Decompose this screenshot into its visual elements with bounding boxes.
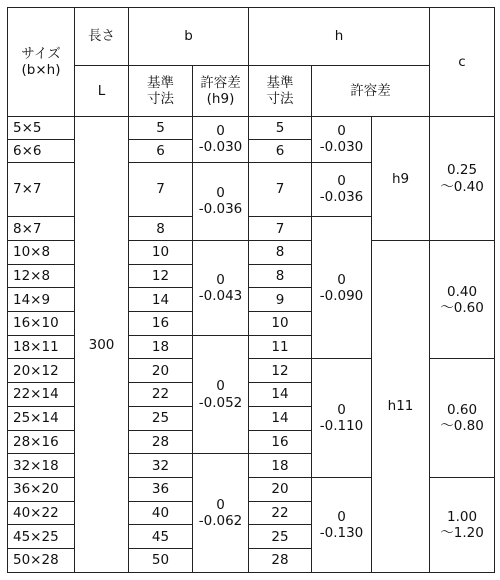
size-cell: 20×12 [8,359,75,383]
h-nominal-cell: 16 [249,430,312,454]
b-nominal-cell: 36 [129,478,193,502]
b-nominal-cell: 12 [129,264,193,288]
b-nominal-cell: 8 [129,217,193,241]
size-cell: 36×20 [8,478,75,502]
header-h-tolerance: 許容差 [312,65,430,117]
b-tolerance-cell: 0 -0.043 [193,240,249,335]
h-nominal-cell: 7 [249,162,312,217]
c-range-cell: 0.60 ～0.80 [430,359,495,478]
header-length: 長さ [75,8,129,66]
size-cell: 10×8 [8,240,75,264]
h-tolerance-cell: 0 -0.090 [312,217,372,359]
h-tolerance-cell: 0 -0.036 [312,162,372,217]
b-nominal-cell: 10 [129,240,193,264]
b-nominal-cell: 6 [129,139,193,162]
b-tolerance-cell: 0 -0.052 [193,335,249,454]
h-nominal-cell: 28 [249,549,312,573]
b-nominal-cell: 18 [129,335,193,359]
size-cell: 45×25 [8,525,75,549]
h-nominal-cell: 5 [249,117,312,140]
size-cell: 50×28 [8,549,75,573]
size-cell: 32×18 [8,454,75,478]
size-cell: 40×22 [8,501,75,525]
size-cell: 6×6 [8,139,75,162]
h-nominal-cell: 9 [249,288,312,312]
h-nominal-cell: 20 [249,478,312,502]
b-nominal-cell: 32 [129,454,193,478]
header-row-1 [8,8,495,66]
length-value: 300 [75,117,129,573]
b-tolerance-cell: 0 -0.062 [193,454,249,573]
header-b-nominal: 基準 寸法 [129,65,193,117]
b-nominal-cell: 28 [129,430,193,454]
h-nominal-cell: 14 [249,383,312,407]
h-nominal-cell: 8 [249,240,312,264]
b-nominal-cell: 14 [129,288,193,312]
header-h: h [249,8,430,66]
b-nominal-cell: 16 [129,312,193,336]
size-cell: 18×11 [8,335,75,359]
size-cell: 7×7 [8,162,75,217]
b-tolerance-cell: 0 -0.030 [193,117,249,162]
h-tolerance-cell: 0 -0.130 [312,478,372,573]
h-nominal-cell: 25 [249,525,312,549]
b-tolerance-cell: 0 -0.036 [193,162,249,240]
key-dimension-table [7,7,495,573]
b-nominal-cell: 20 [129,359,193,383]
size-cell: 14×9 [8,288,75,312]
size-cell: 16×10 [8,312,75,336]
b-nominal-cell: 50 [129,549,193,573]
h-nominal-cell: 11 [249,335,312,359]
h-nominal-cell: 8 [249,264,312,288]
size-cell: 25×14 [8,406,75,430]
c-range-cell: 1.00 ～1.20 [430,478,495,573]
header-b-tolerance: 許容差 (h9) [193,65,249,117]
h-tolerance-class: h9 [372,117,430,241]
b-nominal-cell: 7 [129,162,193,217]
b-nominal-cell: 22 [129,383,193,407]
b-nominal-cell: 45 [129,525,193,549]
size-cell: 5×5 [8,117,75,140]
b-nominal-cell: 25 [129,406,193,430]
header-length-unit: L [75,65,129,117]
h-tolerance-class: h11 [372,240,430,572]
size-cell: 8×7 [8,217,75,241]
h-tolerance-cell: 0 -0.110 [312,359,372,478]
size-cell: 22×14 [8,383,75,407]
h-nominal-cell: 18 [249,454,312,478]
h-nominal-cell: 14 [249,406,312,430]
h-tolerance-cell: 0 -0.030 [312,117,372,162]
c-range-cell: 0.25 ～0.40 [430,117,495,241]
size-cell: 28×16 [8,430,75,454]
size-cell: 12×8 [8,264,75,288]
c-range-cell: 0.40 ～0.60 [430,240,495,359]
header-b: b [129,8,249,66]
h-nominal-cell: 10 [249,312,312,336]
b-nominal-cell: 5 [129,117,193,140]
table-row [8,117,495,140]
header-row-2 [8,65,495,117]
h-nominal-cell: 6 [249,139,312,162]
header-h-nominal: 基準 寸法 [249,65,312,117]
b-nominal-cell: 40 [129,501,193,525]
header-c: c [430,8,495,117]
h-nominal-cell: 7 [249,217,312,241]
h-nominal-cell: 12 [249,359,312,383]
header-size: サイズ (b×h) [8,8,75,117]
h-nominal-cell: 22 [249,501,312,525]
